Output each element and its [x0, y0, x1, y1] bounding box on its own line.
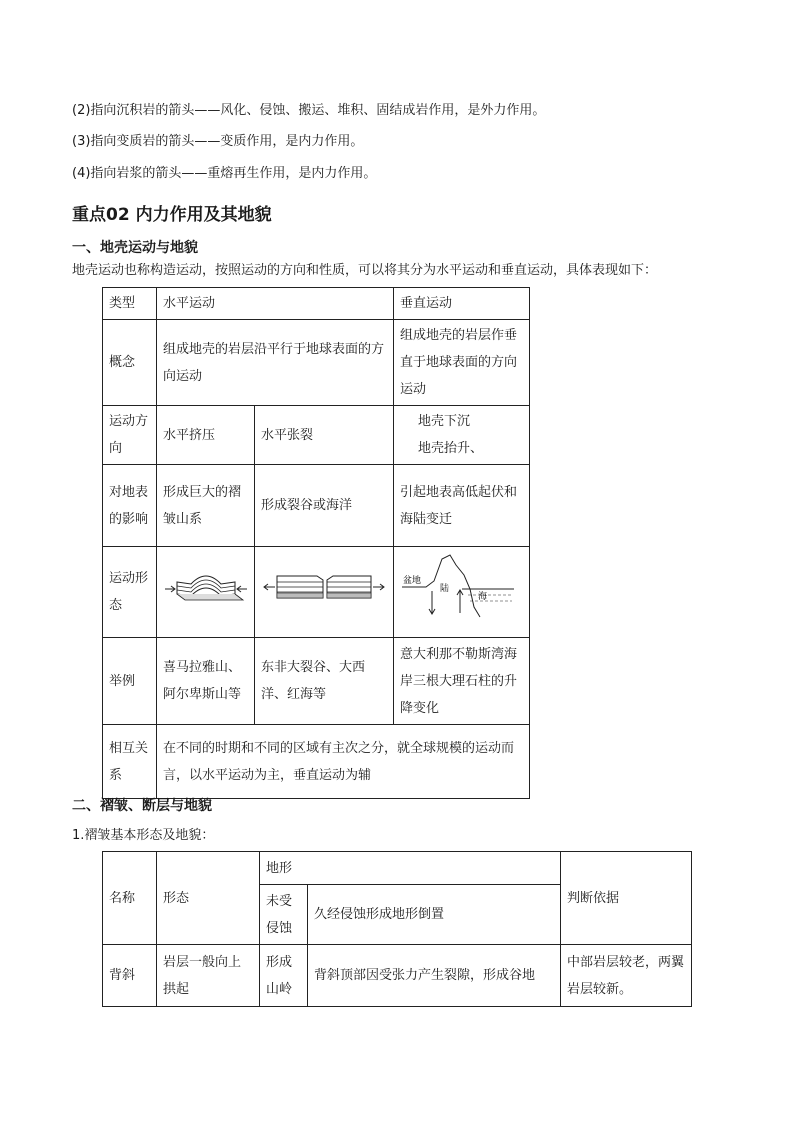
effect-fold-mountains: 形成巨大的褶皱山系 [157, 465, 255, 547]
section-intro: 地壳运动也称构造运动，按照运动的方向和性质，可以将其分为水平运动和垂直运动，具体表现如下： [72, 263, 658, 278]
uplift-subsidence-diagram [400, 551, 520, 623]
anticline-basis: 中部岩层较老，两翼岩层较新。 [561, 945, 692, 1007]
paragraph-sedimentary: (2)指向沉积岩的箭头——风化、侵蚀、搬运、堆积、固结成岩作用，是外力作用。 [72, 103, 546, 118]
crustal-movement-table [102, 287, 530, 799]
row-label-relation: 相互关系 [103, 725, 157, 799]
paragraph-magma: (4)指向岩浆的箭头——重熔再生作用，是内力作用。 [72, 166, 377, 181]
effect-rift-ocean: 形成裂谷或海洋 [255, 465, 394, 547]
concept-vertical: 组成地壳的岩层作垂直于地球表面的方向运动 [394, 320, 530, 406]
header-form: 形态 [157, 852, 260, 945]
row-label-form: 运动形态 [103, 547, 157, 638]
direction-subsidence: 地壳下沉 [418, 414, 471, 429]
heading-key-point-02: 重点02 内力作用及其地貌 [72, 205, 272, 225]
fold-subheading: 1.褶皱基本形态及地貌： [72, 828, 215, 843]
section-title-folds-faults: 二、褶皱、断层与地貌 [72, 798, 212, 814]
row-label-effect: 对地表的影响 [103, 465, 157, 547]
row-label-concept: 概念 [103, 320, 157, 406]
header-basis: 判断依据 [561, 852, 692, 945]
rift-extension-diagram [261, 562, 387, 612]
anticline-eroded: 背斜顶部因受张力产生裂隙，形成谷地 [308, 945, 561, 1007]
example-himalaya: 喜马拉雅山、阿尔卑斯山等 [157, 638, 255, 725]
header-horizontal: 水平运动 [157, 288, 394, 320]
paragraph-metamorphic: (3)指向变质岩的箭头——变质作用，是内力作用。 [72, 134, 364, 149]
section-title-crustal-movement: 一、地壳运动与地貌 [72, 240, 198, 256]
example-rift: 东非大裂谷、大西洋、红海等 [255, 638, 394, 725]
vertical-figure [394, 547, 530, 638]
example-naples: 意大利那不勒斯湾海岸三根大理石柱的升降变化 [394, 638, 530, 725]
header-terrain: 地形 [260, 852, 561, 885]
header-name: 名称 [103, 852, 157, 945]
fig-label-land: 陆 [440, 584, 450, 594]
header-type: 类型 [103, 288, 157, 320]
fold-compression-diagram [163, 562, 249, 612]
fig-label-sea: 海 [478, 592, 488, 602]
effect-vertical: 引起地表高低起伏和海陆变迁 [394, 465, 530, 547]
fig-label-basin: 盆地 [403, 576, 422, 586]
anticline-uneroded: 形成山岭 [260, 945, 308, 1007]
concept-horizontal: 组成地壳的岩层沿平行于地球表面的方向运动 [157, 320, 394, 406]
relation-text: 在不同的时期和不同的区域有主次之分，就全球规模的运动而言，以水平运动为主，垂直运动为辅 [157, 725, 530, 799]
header-uneroded: 未受侵蚀 [260, 885, 308, 945]
direction-uplift: 地壳抬升、 [418, 441, 484, 456]
direction-extension: 水平张裂 [255, 406, 394, 465]
row-label-example: 举例 [103, 638, 157, 725]
extension-figure [255, 547, 394, 638]
anticline-form: 岩层一般向上拱起 [157, 945, 260, 1007]
direction-compression: 水平挤压 [157, 406, 255, 465]
fold-table [102, 851, 692, 1007]
anticline-name: 背斜 [103, 945, 157, 1007]
compression-figure [157, 547, 255, 638]
header-eroded: 久经侵蚀形成地形倒置 [308, 885, 561, 945]
row-label-direction: 运动方向 [103, 406, 157, 465]
header-vertical: 垂直运动 [394, 288, 530, 320]
